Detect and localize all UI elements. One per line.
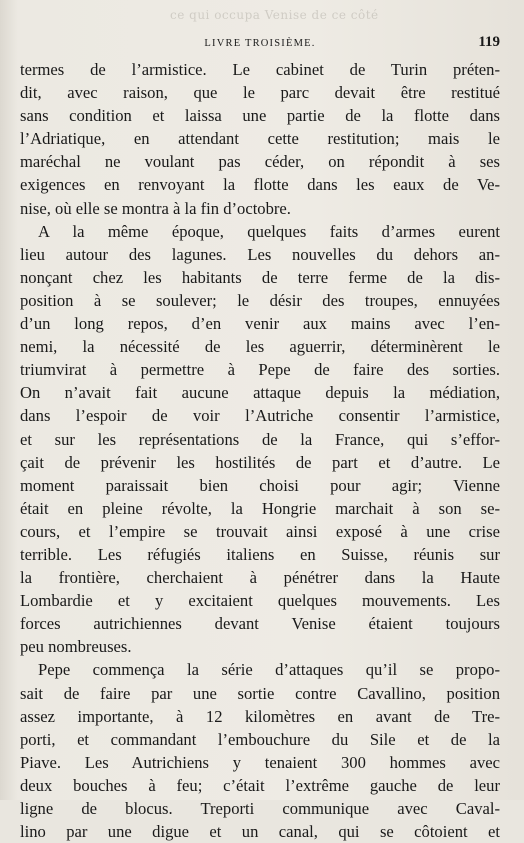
text-line: forces autrichiennes devant Venise étaient toujours [20, 614, 500, 634]
text-line: l’Adriatique, en attendant cette restitution; mais le [20, 129, 500, 149]
text-line: nemi, la nécessité de les aguerrir, déterminèrent le [20, 337, 500, 357]
text-line: position à se soulever; le désir des troupes, ennuyées [20, 290, 500, 310]
text-line: ligne de blocus. Treporti communique avec Caval- [20, 799, 500, 818]
running-head: LIVRE TROISIÈME. [204, 38, 316, 49]
text-line: çait de prévenir les hostilités de part et d’autre. Le [20, 452, 500, 472]
body-text [20, 58, 500, 843]
text-line: et sur les représentations de la France, qui s’effor- [20, 429, 500, 449]
text-line: porti, et commandant l’embouchure du Sile et de la [20, 729, 500, 749]
text-line: sait de faire par une sortie contre Cavallino, position [20, 683, 500, 703]
text-line: dit, avec raison, que le parc devait être restitué [20, 83, 500, 103]
text-line: dans l’espoir de voir l’Autriche consentir l’armistice, [20, 406, 500, 426]
paragraph [20, 658, 500, 843]
text-line: peu nombreuses. [20, 637, 132, 657]
text-line: lieu autour des lagunes. Les nouvelles du dehors an- [20, 244, 500, 264]
text-line: terrible. Les réfugiés italiens en Suisse, réunis sur [20, 544, 500, 564]
text-line: Piave. Les Autrichiens y tenaient 300 hommes avec [20, 752, 500, 772]
text-line: termes de l’armistice. Le cabinet de Turin préten- [20, 60, 500, 79]
text-line: Pepe commença la série d’attaques qu’il se propo- [38, 660, 500, 680]
text-line: cours, et l’empire se trouvait ainsi exposé à une crise [20, 521, 500, 541]
text-line: exigences en renvoyant la flotte dans les eaux de Ve- [20, 175, 500, 195]
text-line: triumvirat à permettre à Pepe de faire des sorties. [20, 360, 500, 380]
text-line: assez importante, à 12 kilomètres en avant de Tre- [20, 706, 500, 726]
page-number: 119 [478, 34, 500, 50]
page-header [20, 34, 500, 56]
text-line: d’un long repos, d’en venir aux mains avec l’en- [20, 314, 500, 334]
bleed-through-text: ce qui occupa Venise de ce côté [170, 8, 379, 22]
paragraph [20, 58, 500, 220]
text-line: Lombardie et y excitaient quelques mouvements. Les [20, 591, 500, 611]
text-line: nonçant chez les habitants de terre ferme de la dis- [20, 267, 500, 287]
text-line: nise, où elle se montra à la fin d’octobre. [20, 198, 291, 218]
paragraph [20, 220, 500, 659]
text-line: On n’avait fait aucune attaque depuis la médiation, [20, 383, 500, 403]
text-line: la frontière, cherchaient à pénétrer dans la Haute [20, 568, 500, 588]
text-line: deux bouches à feu; c’était l’extrême gauche de leur [20, 775, 500, 795]
text-line: lino par une digue et un canal, qui se côtoient et [20, 822, 500, 842]
text-line: était en pleine révolte, la Hongrie marchait à son se- [20, 498, 500, 518]
text-line: moment paraissait bien choisi pour agir; Vienne [20, 475, 500, 495]
text-line: maréchal ne voulant pas céder, on répondit à ses [20, 152, 500, 172]
text-line: sans condition et laissa une partie de la flotte dans [20, 106, 500, 126]
text-line: A la même époque, quelques faits d’armes eurent [38, 221, 500, 241]
